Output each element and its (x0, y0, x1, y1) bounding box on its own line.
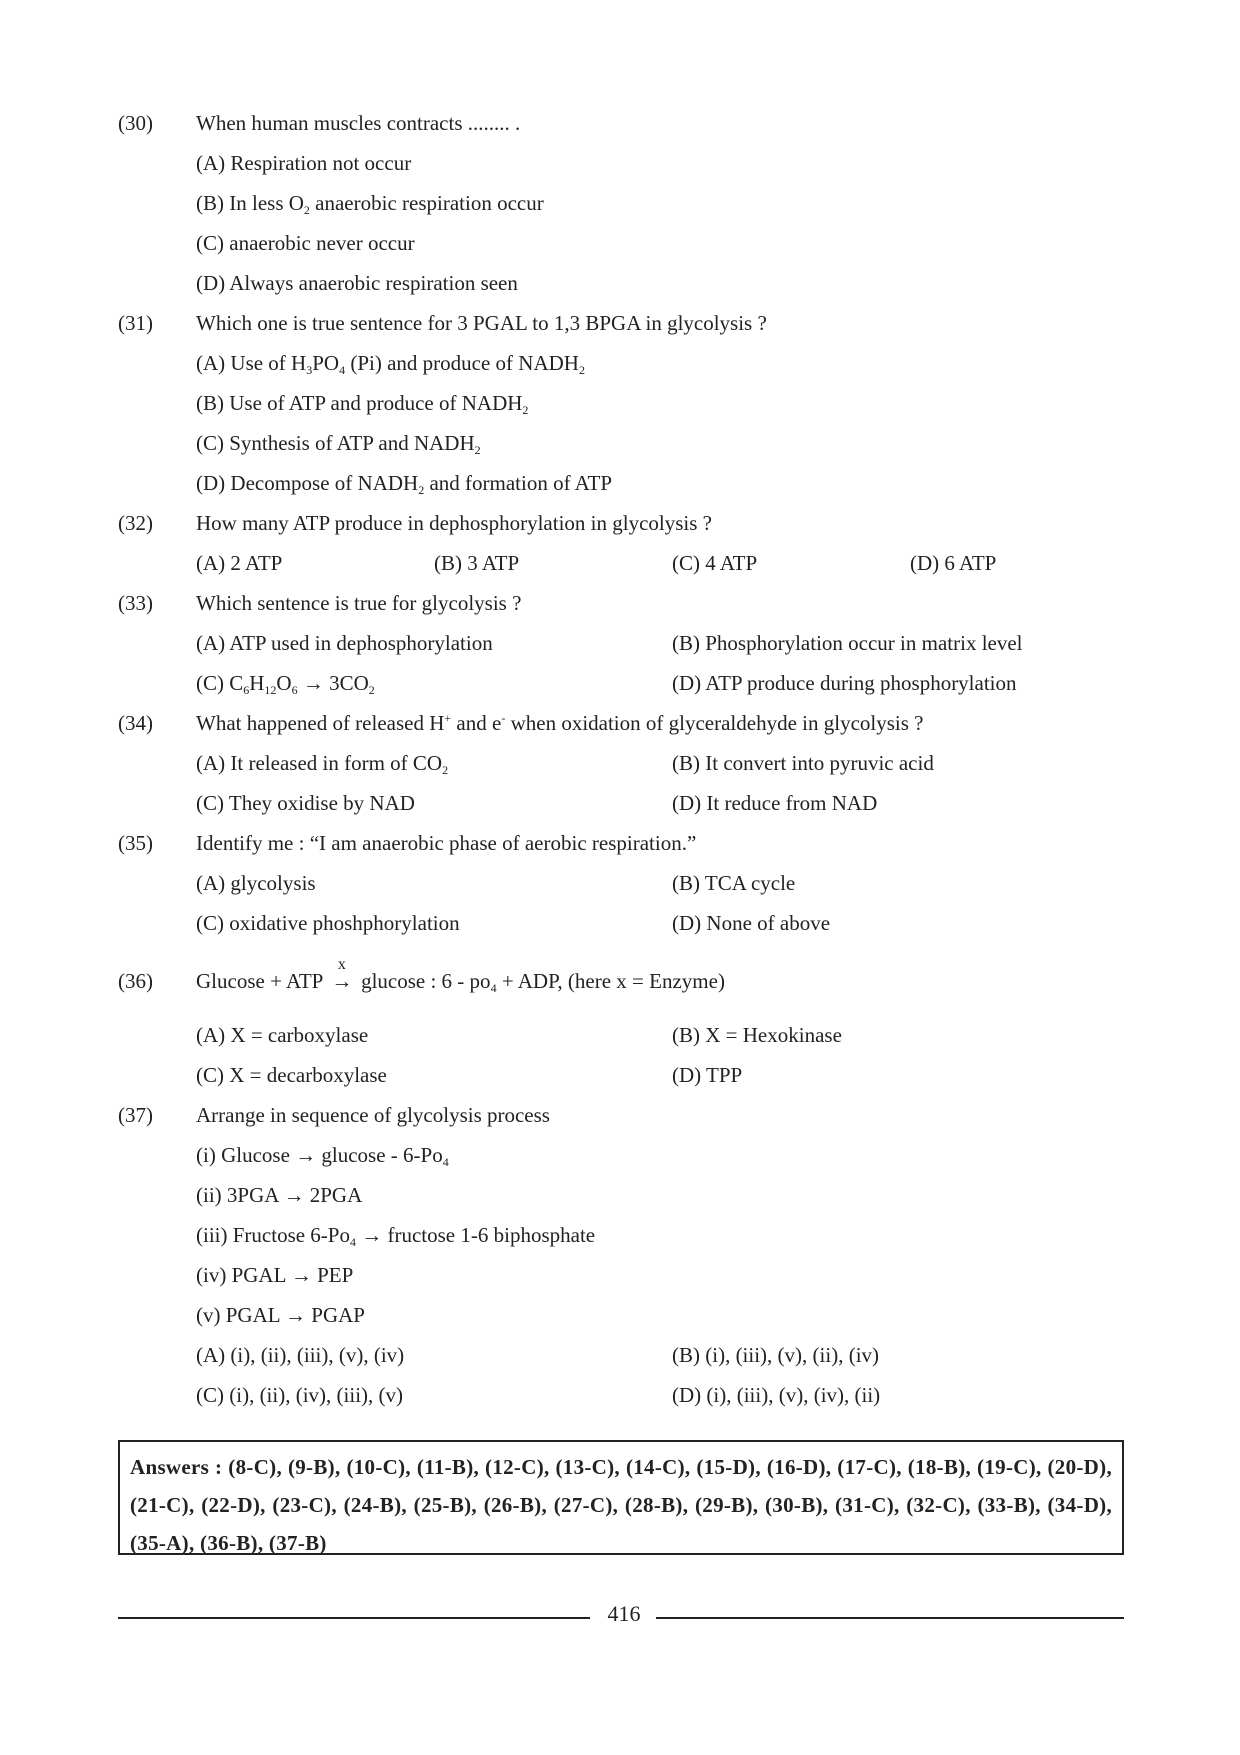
option-b: (B) X = Hexokinase (672, 1023, 842, 1047)
question-number: (35) (118, 831, 153, 855)
option-c: (C) (i), (ii), (iv), (iii), (v) (196, 1383, 404, 1407)
option-b: (B) In less $O_2$ anaerobic respiration occur (196, 191, 544, 217)
option-b: (B) (i), (iii), (v), (ii), (iv) (672, 1343, 880, 1367)
question-stem: Which sentence is true for glycolysis ? (196, 591, 522, 615)
answers-text: Answers : (8-C), (9-B), (10-C), (11-B), (12-C), (13-C), (14-C), (15-D), (16-D), (17-C), (18-B), (19-C), (20-D), (21-C), (22-D), (23-C), (24-B), (25-B), (26-B), (27-C), (28-B), (29-B), (30-B), (31-C), (32-C), (33-B), (34-D), (35-A), (36-B), (37-B) (130, 1455, 1112, 1555)
question-number: (37) (118, 1103, 153, 1127)
footer-rule-left (118, 1617, 590, 1619)
option-a: (A) It released in form of $CO_2$ (196, 751, 449, 777)
option-d: (D) (i), (iii), (v), (iv), (ii) (672, 1383, 881, 1407)
option-b: (B) TCA cycle (672, 871, 796, 895)
option-b: (B) It convert into pyruvic acid (672, 751, 934, 775)
question-stem: What happened of released H+ and e- when oxidation of glyceraldehyde in glycolysis ? (196, 711, 924, 735)
option-d: (D) TPP (672, 1063, 743, 1087)
sequence-item-iv: (iv) PGAL → PEP (196, 1263, 354, 1287)
option-b: (B) Phosphorylation occur in matrix level (672, 631, 1023, 655)
question-number: (33) (118, 591, 153, 615)
question-number: (31) (118, 311, 153, 335)
question-stem: Identify me : “I am anaerobic phase of aerobic respiration.” (196, 831, 697, 855)
question-stem: Arrange in sequence of glycolysis process (196, 1103, 550, 1127)
question-stem: When human muscles contracts ........ . (196, 111, 521, 135)
option-c: (C) They oxidise by NAD (196, 791, 415, 815)
question-stem: Which one is true sentence for 3 PGAL to 1,3 BPGA in glycolysis ? (196, 311, 767, 335)
option-a: (A) Respiration not occur (196, 151, 412, 175)
option-d: (D) 6 ATP (910, 551, 997, 575)
question-stem: Glucose + ATP x → glucose : $6 - po_4$ + ADP, (here x = Enzyme) (196, 956, 725, 995)
option-b: (B) Use of ATP and produce of $NADH_2$ (196, 391, 529, 417)
sequence-item-v: (v) PGAL → PGAP (196, 1303, 365, 1327)
option-a: (A) glycolysis (196, 871, 316, 895)
sequence-item-iii: (iii) Fructose $6-Po_4$ → fructose 1-6 biphosphate (196, 1223, 596, 1249)
question-number: (34) (118, 711, 153, 735)
sequence-item-ii: (ii) 3PGA → 2PGA (196, 1183, 363, 1207)
option-d: (D) Always anaerobic respiration seen (196, 271, 518, 295)
option-a: (A) 2 ATP (196, 551, 283, 575)
option-a: (A) X = carboxylase (196, 1023, 369, 1047)
option-d: (D) None of above (672, 911, 831, 935)
question-number: (36) (118, 969, 153, 993)
option-c: (C) oxidative phoshphorylation (196, 911, 460, 935)
option-d: (D) ATP produce during phosphorylation (672, 671, 1017, 695)
option-d: (D) Decompose of $NADH_2$ and formation of ATP (196, 471, 613, 497)
option-a: (A) Use of $H_3PO_4$ (Pi) and produce of $NADH_2$ (196, 351, 585, 377)
option-a: (A) (i), (ii), (iii), (v), (iv) (196, 1343, 405, 1367)
answers-box (118, 1440, 1124, 1555)
option-c: (C) $C_6H_{12}O_6 \to 3CO_2$ (196, 671, 375, 697)
option-c: (C) anaerobic never occur (196, 231, 415, 255)
option-c: (C) Synthesis of ATP and $NADH_2$ (196, 431, 481, 457)
option-c: (C) X = decarboxylase (196, 1063, 387, 1087)
page-number: 416 (607, 1601, 641, 1626)
sequence-item-i: (i) $Glucose \to glucose - 6-Po_4$ (196, 1143, 449, 1169)
question-number: (32) (118, 511, 153, 535)
footer-rule-right (656, 1617, 1124, 1619)
question-stem: How many ATP produce in dephosphorylation in glycolysis ? (196, 511, 712, 535)
option-b: (B) 3 ATP (434, 551, 520, 575)
reaction-arrow: x → (331, 956, 353, 993)
option-d: (D) It reduce from NAD (672, 791, 878, 815)
question-number: (30) (118, 111, 153, 135)
option-c: (C) 4 ATP (672, 551, 758, 575)
option-a: (A) ATP used in dephosphorylation (196, 631, 493, 655)
